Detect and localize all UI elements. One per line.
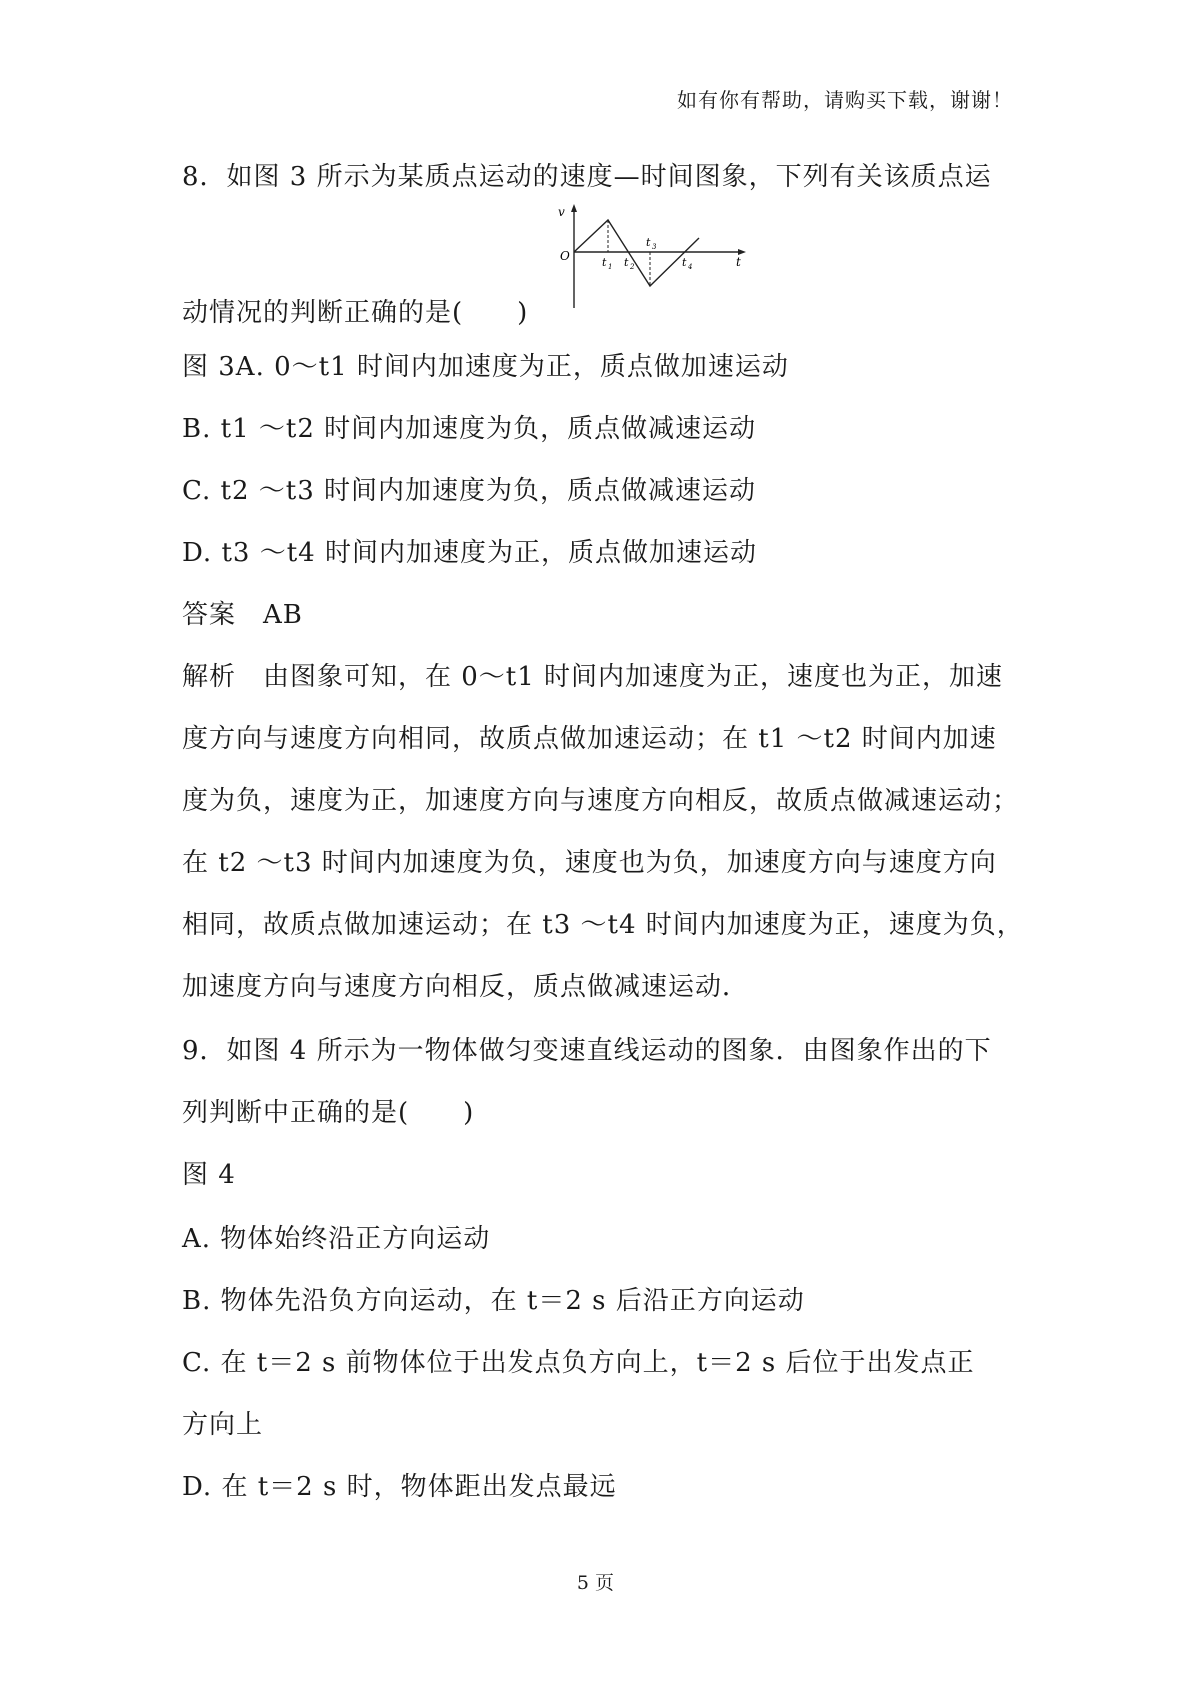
question-9-option-d: D. 在 t＝2 s 时，物体距出发点最远 [182, 1472, 617, 1502]
t2-subscript: 2 [630, 263, 635, 271]
question-8-stem-line-2: 动情况的判断正确的是( ) [182, 298, 529, 328]
question-8-option-c: C. t2 ～t3 时间内加速度为负，质点做减速运动 [182, 476, 757, 506]
question-8-stem-line-1: 8．如图 3 所示为某质点运动的速度—时间图象，下列有关该质点运 [182, 162, 992, 192]
question-9-stem-line-1: 9．如图 4 所示为一物体做匀变速直线运动的图象．由图象作出的下 [182, 1036, 992, 1066]
origin-label: O [560, 249, 570, 263]
question-8-option-d: D. t3 ～t4 时间内加速度为正，质点做加速运动 [182, 538, 757, 568]
analysis-line: 加速度方向与速度方向相反，质点做减速运动． [182, 972, 750, 1002]
question-9-option-c-line-1: C. 在 t＝2 s 前物体位于出发点负方向上，t＝2 s 后位于出发点正 [182, 1348, 975, 1378]
analysis-line: 度方向与速度方向相同，故质点做加速运动；在 t1 ～t2 时间内加速 [182, 724, 997, 754]
t3-subscript: 3 [652, 243, 657, 251]
question-9-option-a: A. 物体始终沿正方向运动 [182, 1224, 491, 1254]
t4-label: t [682, 256, 687, 269]
v-label: v [558, 205, 565, 219]
analysis-line: 相同，故质点做加速运动；在 t3 ～t4 时间内加速度为正，速度为负， [182, 910, 1024, 940]
question-9-option-c-line-2: 方向上 [182, 1410, 264, 1440]
t-label: t [736, 255, 741, 269]
analysis-line: 在 t2 ～t3 时间内加速度为负，速度也为负，加速度方向与速度方向 [182, 848, 997, 878]
t4-subscript: 4 [688, 263, 693, 271]
t3-label: t [646, 236, 651, 249]
t1-subscript: 1 [608, 263, 613, 271]
header-note: 如有你有帮助，请购买下载，谢谢！ [677, 88, 1013, 112]
page-number: 5 页 [576, 1572, 615, 1594]
question-9-figure-caption: 图 4 [182, 1160, 236, 1190]
analysis-line: 解析 由图象可知，在 0～t1 时间内加速度为正，速度也为正，加速 [182, 662, 1004, 692]
question-9-option-b: B. 物体先沿负方向运动，在 t＝2 s 后沿正方向运动 [182, 1286, 805, 1316]
t2-label: t [624, 256, 629, 269]
question-9-stem-line-2: 列判断中正确的是( ) [182, 1098, 475, 1128]
velocity-curve [574, 220, 699, 286]
question-8-answer: 答案 AB [182, 600, 303, 630]
analysis-line: 度为负，速度为正，加速度方向与速度方向相反，故质点做减速运动； [182, 786, 1020, 816]
vt-graph-svg [558, 204, 748, 316]
v-axis-arrow [571, 204, 577, 212]
velocity-time-figure [558, 204, 748, 316]
question-8-option-a: 图 3A. 0～t1 时间内加速度为正，质点做加速运动 [182, 352, 789, 382]
t1-label: t [602, 256, 607, 269]
question-8-option-b: B. t1 ～t2 时间内加速度为负，质点做减速运动 [182, 414, 757, 444]
